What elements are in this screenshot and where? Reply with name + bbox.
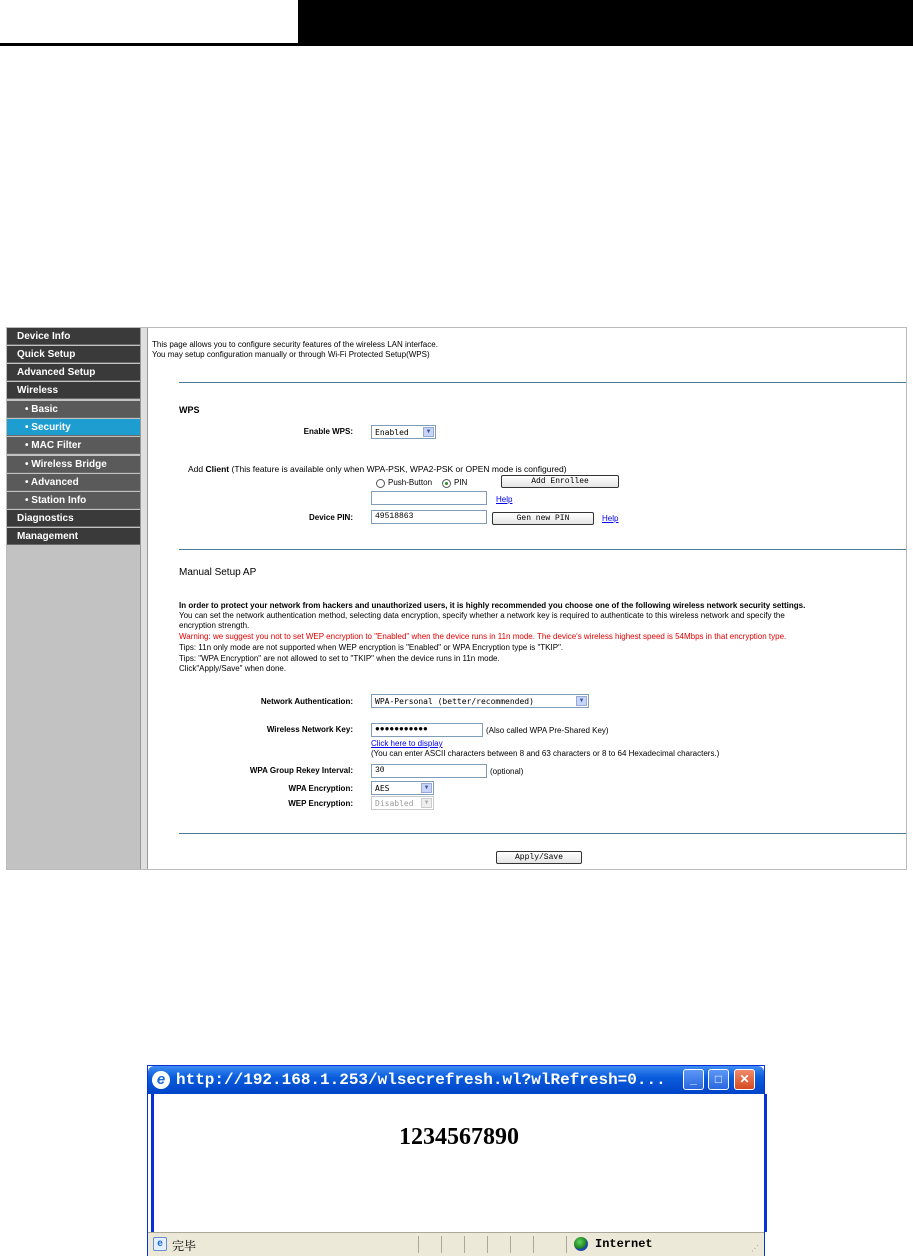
wep-encryption-value: Disabled (375, 799, 414, 808)
add-client-note (188, 464, 567, 474)
device-pin-label: Device PIN: (308, 513, 353, 522)
popup-statusbar (148, 1232, 764, 1256)
network-key-input[interactable]: ●●●●●●●●●●● (371, 723, 483, 737)
add-enrollee-button[interactable]: Add Enrollee (501, 475, 619, 488)
info-line-1: You can set the network authentication method, selecting data encryption, specify whether a network key is required to authenticate to this wireless network and specify the (179, 611, 785, 620)
tip-line-1: Tips: 11n only mode are not supported when WEP encryption is "Enabled" or WPA Encryption type is "TKIP". (179, 643, 564, 652)
status-divider (533, 1236, 534, 1253)
resize-grip-icon[interactable]: ⋰ (751, 1244, 759, 1253)
router-config-screenshot (6, 327, 907, 870)
sidebar-item-advanced-setup[interactable]: Advanced Setup (7, 364, 140, 381)
enable-wps-select[interactable] (371, 425, 436, 439)
document-header-bar (298, 0, 913, 43)
network-auth-select[interactable] (371, 694, 589, 708)
key-display-popup (147, 1065, 765, 1256)
sidebar-item-management[interactable]: Management (7, 528, 140, 545)
wep-encryption-label: WEP Encryption: (288, 799, 353, 808)
close-icon[interactable]: ✕ (734, 1069, 755, 1090)
rekey-note: (optional) (490, 767, 524, 776)
sidebar-item-station-info[interactable]: • Station Info (7, 492, 140, 509)
divider (179, 549, 907, 550)
click-to-display-link[interactable]: Click here to display (371, 739, 443, 748)
dropdown-arrow-icon: ▼ (421, 783, 432, 793)
status-divider (510, 1236, 511, 1253)
status-divider (441, 1236, 442, 1253)
wpa-encryption-value: AES (375, 784, 390, 793)
maximize-icon[interactable]: □ (708, 1069, 729, 1090)
dropdown-arrow-icon: ▼ (421, 798, 432, 808)
help-link[interactable]: Help (496, 495, 513, 504)
enable-wps-label: Enable WPS: (303, 427, 353, 436)
key-hint: (You can enter ASCII characters between 8 and 63 characters or 8 to 64 Hexadecimal characters.) (371, 749, 720, 758)
warning-text: Warning: we suggest you not to set WEP encryption to "Enabled" when the device runs in 11n mode. The device's wireless highest speed is 54Mbps in that encryption type. (179, 632, 787, 641)
pin-label: PIN (454, 478, 468, 487)
sidebar-item-mac-filter[interactable]: • MAC Filter (7, 437, 140, 454)
key-note: (Also called WPA Pre-Shared Key) (486, 726, 609, 735)
status-divider (418, 1236, 419, 1253)
sidebar-item-wireless[interactable]: Wireless (7, 382, 140, 399)
sidebar-item-device-info[interactable]: Device Info (7, 328, 140, 345)
enrollee-pin-input[interactable] (371, 491, 487, 505)
sidebar-item-wireless-bridge[interactable]: • Wireless Bridge (7, 456, 140, 473)
enable-wps-value: Enabled (375, 428, 409, 437)
dropdown-arrow-icon: ▼ (576, 696, 587, 706)
security-notice: In order to protect your network from hackers and unauthorized users, it is highly recommended you choose one of the following wireless network security settings. (179, 601, 806, 610)
wep-encryption-select[interactable] (371, 796, 434, 810)
divider (179, 833, 907, 834)
ie-icon: e (152, 1071, 170, 1089)
device-pin-input[interactable]: 49518863 (371, 510, 487, 524)
page-done-icon: e (153, 1237, 167, 1251)
status-divider (566, 1236, 567, 1253)
network-auth-value: WPA-Personal (better/recommended) (375, 697, 534, 706)
sidebar-item-quick-setup[interactable]: Quick Setup (7, 346, 140, 363)
add-client-prefix: Add (188, 464, 206, 474)
globe-icon (574, 1237, 588, 1251)
apply-save-button[interactable]: Apply/Save (496, 851, 582, 864)
wpa-encryption-select[interactable] (371, 781, 434, 795)
intro-line-2: You may setup configuration manually or through Wi-Fi Protected Setup(WPS) (152, 350, 430, 359)
info-line-2: encryption strength. (179, 621, 250, 630)
sidebar-item-security[interactable]: • Security (7, 419, 140, 436)
add-client-bold: Client (205, 464, 230, 474)
add-client-text: (This feature is available only when WPA-PSK, WPA2-PSK or OPEN mode is configured) (229, 464, 567, 474)
gen-new-pin-button[interactable]: Gen new PIN (492, 512, 594, 525)
document-header-rule (0, 43, 913, 46)
dropdown-arrow-icon: ▼ (423, 427, 434, 437)
popup-body (151, 1094, 767, 1232)
pin-radio[interactable] (442, 479, 451, 488)
status-text: 完毕 (172, 1239, 197, 1253)
sidebar-item-advanced[interactable]: • Advanced (7, 474, 140, 491)
sidebar (7, 328, 140, 869)
network-key-display: 1234567890 (399, 1124, 519, 1150)
push-button-radio[interactable] (376, 479, 385, 488)
intro-line-1: This page allows you to configure security features of the wireless LAN interface. (152, 340, 438, 349)
sidebar-item-diagnostics[interactable]: Diagnostics (7, 510, 140, 527)
status-divider (464, 1236, 465, 1253)
help-link-2[interactable]: Help (602, 514, 619, 523)
rekey-interval-label: WPA Group Rekey Interval: (249, 766, 353, 775)
network-key-label: Wireless Network Key: (266, 725, 353, 734)
security-page-content (152, 328, 907, 869)
popup-title: http://192.168.1.253/wlsecrefresh.wl?wlRefresh=0... (176, 1071, 666, 1089)
wpa-encryption-label: WPA Encryption: (288, 784, 353, 793)
divider (179, 382, 907, 383)
manual-setup-heading: Manual Setup AP (179, 567, 257, 578)
tip-line-2: Tips: "WPA Encryption" are not allowed to set to "TKIP" when the device runs in 11n mode. (179, 654, 500, 663)
rekey-interval-input[interactable]: 30 (371, 764, 487, 778)
network-auth-label: Network Authentication: (260, 697, 353, 706)
click-apply-text: Click"Apply/Save" when done. (179, 664, 287, 673)
minimize-icon[interactable]: _ (683, 1069, 704, 1090)
push-button-label: Push-Button (388, 478, 433, 487)
sidebar-item-basic[interactable]: • Basic (7, 401, 140, 418)
wps-heading: WPS (179, 405, 200, 415)
status-divider (487, 1236, 488, 1253)
sidebar-separator (140, 328, 148, 869)
popup-titlebar[interactable] (148, 1066, 764, 1094)
security-zone: Internet (595, 1237, 653, 1251)
